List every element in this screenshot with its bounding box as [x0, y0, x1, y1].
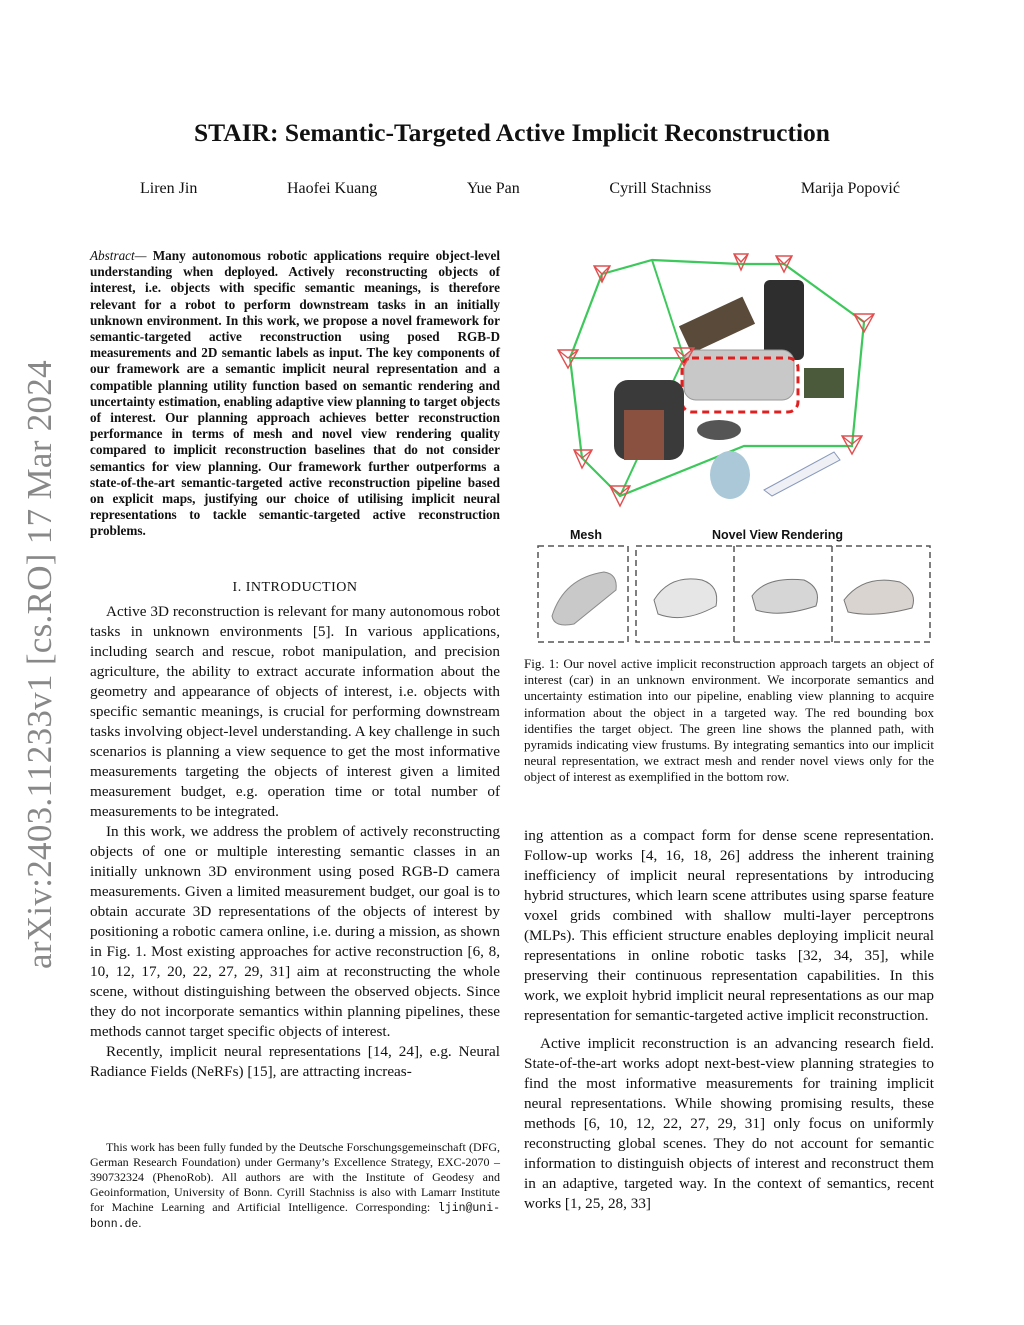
footnote-email: ljin@uni-bonn.de: [90, 1202, 501, 1231]
abstract-label: Abstract—: [90, 248, 147, 263]
novel-view-car-render: [752, 579, 818, 613]
figure-1: [534, 240, 934, 650]
furniture-object: [624, 410, 664, 460]
novel-view-car-render: [654, 579, 717, 618]
author: Haofei Kuang: [287, 180, 378, 197]
planned-path-line: [652, 260, 684, 358]
paragraph: In this work, we address the problem of actively reconstructing objects of one or multiple interesting semantic classes in an initially unknown 3D environment using posed RGB-D camera measurements. Given a limited measurement budget, our goal is to obtain accurate 3D representations of the objects of interest by positioning a robotic camera online, i.e. during a mission, as shown in Fig. 1. Most existing approaches for active reconstruction [6, 8, 10, 12, 17, 20, 22, 27, 29, 31] aim at reconstructing the whole scene, without distinguishing between the observed objects. Since they do not incorporate semantics within planning pipelines, these methods cannot target specific objects of interest.: [90, 823, 500, 1040]
novel-view-label: Novel View Rendering: [712, 528, 844, 542]
paragraph: Active 3D reconstruction is relevant for many autonomous robot tasks in unknown environments [5]. In various applications, including search and rescue, robot manipulation, and precision agriculture, the ability to extract accurate information about the geometry and appearance of objects of interest, i.e. objects with specific semantic meanings, is crucial for performing downstream tasks involving object-level understanding. A key challenge in such scenarios is planning a view sequence to get the most informative measurements targeting the objects of interest given a limited measurement budget, e.g. operation time or total number of measurements to be integrated.: [90, 603, 500, 820]
desk-object: [679, 297, 755, 354]
paper-title: STAIR: Semantic-Targeted Active Implicit Reconstruction: [193, 118, 830, 147]
figure-1-illustration: [534, 240, 934, 650]
arxiv-identifier: arXiv:2403.11233v1 [cs.RO] 17 Mar 2024: [20, 360, 59, 970]
mesh-car-render: [552, 572, 616, 625]
paragraph: ing attention as a compact form for dense scene representation. Follow-up works [4, 16, 18, 26] address the inherent training inefficiency of implicit neural representations by introducing hybrid structures, which learn scene attributes using sparse feature voxel grids combined with shallow multi-layer perceptrons (MLPs). This efficient structure enables deploying implicit neural representations in online robotic tasks [32, 34, 35], while preserving their continuous representation capabilities. In this work, we exploit hybrid implicit neural representations as our map representation for semantic-targeted active implicit reconstruction.: [524, 827, 934, 1024]
abstract-text: Many autonomous robotic applications require object-level understanding when deployed. Actively reconstructing objects of interest, i.e. objects with specific semantic meanings, is therefore relevant for a robot to perform downstream tasks in an initially unknown environment. In this work, we propose a novel framework for semantic-targeted active reconstruction using posed RGB-D measurements and 2D semantic labels as input. The key components of our framework are a semantic implicit neural representation and a compatible planning utility function based on semantic rendering and uncertainty estimation, enabling adaptive view planning to target objects of interest. Our planning approach achieves better reconstruction performance in terms of mesh and novel view rendering quality compared to implicit reconstruction baselines that do not consider semantics for view planning. Our framework further outperforms a state-of-the-art semantic-targeted active reconstruction pipeline based on explicit maps, justifying our choice of utilising implicit neural representations to tackle semantic-targeted active reconstruction problems.: [90, 248, 501, 539]
chair-object: [804, 368, 844, 398]
author-list: [140, 180, 900, 198]
section-heading-introduction: I. INTRODUCTION: [232, 580, 358, 595]
figure-caption: Fig. 1: Our novel active implicit reconstruction approach targets an object of interest (car) in an unknown environment. We incorporate semantics and uncertainty estimation into our pipeline, enabling view planning to acquire information about the object in a targeted way. The red bounding box identifies the target object. The green line shows the planned path, with pyramids indicating view frustums. By integrating semantics into our implicit neural representation, we extract mesh and render novel views only for the object of interest as exemplified in the bottom row.: [524, 656, 934, 785]
introduction-body: [90, 602, 500, 1082]
camera-object: [764, 280, 804, 360]
abstract: [90, 248, 500, 540]
right-column-body: [524, 826, 934, 1214]
airplane-object: [764, 452, 840, 496]
author: Yue Pan: [466, 180, 520, 197]
author: Liren Jin: [140, 180, 198, 197]
paragraph: Active implicit reconstruction is an advancing research field. State-of-the-art works adopt next-best-view planning strategies to find the most informative measurements for training implicit neural representations. While showing promising results, these methods [6, 10, 12, 22, 27, 29, 31] only focus on uniformly reconstructing global scenes. They do not account for semantic information to distinguish objects of interest and reconstruct them in an adaptive, targeted way. In the context of semantics, recent works [1, 25, 28, 33]: [524, 1035, 934, 1212]
paragraph: Recently, implicit neural representations [14, 24], e.g. Neural Radiance Fields (NeRFs) [15], are attracting increas-: [90, 1043, 500, 1080]
footnote: This work has been fully funded by the Deutsche Forschungsgemeinschaft (DFG, German Research Foundation) under Germany’s Excellence Strategy, EXC-2070 – 390732324 (PhenoRob). All authors are with the Institute of Geodesy and Geoinformation, University of Bonn. Cyrill Stachniss is also with Lamarr Institute for Machine Learning and Artificial Intelligence. Corresponding: ljin@uni-bonn.de.: [90, 1140, 501, 1231]
novel-view-car-render: [844, 580, 914, 614]
footnote-text: This work has been fully funded by the Deutsche Forschungsgemeinschaft (DFG, German Research Foundation) under Germany’s Excellence Strategy, EXC-2070 – 390732324 (PhenoRob). All authors are with the Institute of Geodesy and Geoinformation, University of Bonn. Cyrill Stachniss is also with Lamarr Institute for Machine Learning and Artificial Intelligence. Corresponding:: [90, 1140, 500, 1214]
author: Cyrill Stachniss: [609, 180, 712, 197]
mesh-label: Mesh: [570, 528, 602, 542]
author: Marija Popović: [800, 180, 900, 197]
lamp-object: [710, 451, 750, 499]
office-chair-object: [697, 420, 741, 440]
